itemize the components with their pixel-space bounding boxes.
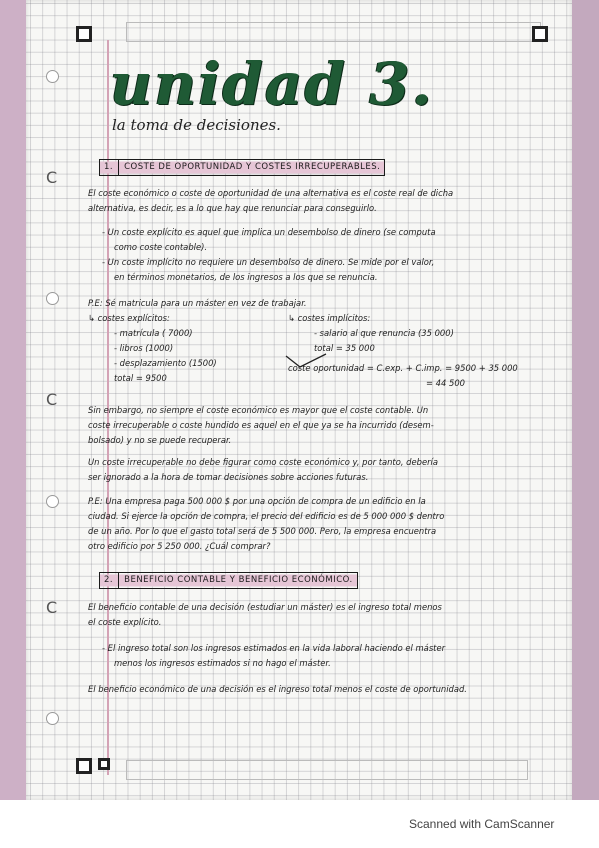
paragraph-line: El beneficio económico de una decisión es el ingreso total menos el coste de oportunidad. [88, 684, 467, 694]
paragraph-line: El beneficio contable de una decisión (estudiar un máster) es el ingreso total menos [88, 602, 442, 612]
section-number: 1. [104, 160, 119, 175]
section-title: COSTE DE OPORTUNIDAD Y COSTES IRRECUPERABLES. [124, 162, 381, 172]
opportunity-cost-result: = 44 500 [426, 378, 465, 388]
binder-hole [46, 712, 59, 725]
header-box [126, 22, 541, 42]
binder-right-edge [572, 0, 599, 800]
scan-corner-marker-bottom-left [76, 758, 92, 774]
opportunity-cost-line: coste oportunidad = C.exp. + C.imp. = 9500 + 35 000 [288, 363, 518, 373]
bullet-line: en términos monetarios, de los ingresos a los que se renuncia. [114, 272, 378, 282]
scan-corner-marker-bottom-small [98, 758, 110, 770]
binder-ring-icon: C [46, 598, 58, 617]
explicit-cost-item: - matrícula ( 7000) [114, 328, 193, 338]
paragraph-line: coste irrecuperable o coste hundido es aquel en el que ya se ha incurrido (desem- [88, 420, 434, 430]
paragraph-line: El coste económico o coste de oportunidad de una alternativa es el coste real de dicha [88, 188, 454, 198]
bullet-line: - Un coste implícito no requiere un desembolso de dinero. Se mide por el valor, [102, 257, 435, 267]
implicit-cost-item: - salario al que renuncia (35 000) [314, 328, 454, 338]
bullet-line: - El ingreso total son los ingresos estimados en la vida laboral haciendo el máster [102, 643, 446, 653]
example-line: ciudad. Si ejerce la opción de compra, el precio del edificio es de 5 000 000 $ dentro [88, 511, 445, 521]
scan-corner-marker-top-right [532, 26, 548, 42]
example-line: otro edificio por 5 250 000. ¿Cuál comprar? [88, 541, 271, 551]
section-number: 2. [104, 573, 119, 588]
paragraph-line: Un coste irrecuperable no debe figurar como coste económico y, por tanto, debería [88, 457, 439, 467]
binder-hole [46, 70, 59, 83]
bullet-line: menos los ingresos estimados si no hago el máster. [114, 658, 331, 668]
bullet-line: como coste contable). [114, 242, 208, 252]
paragraph-line: bolsado) y no se puede recuperar. [88, 435, 232, 445]
example-line: P.E: Una empresa paga 500 000 $ por una opción de compra de un edificio en la [88, 496, 426, 506]
example-line: P.E: Sé matricula para un máster en vez de trabajar. [88, 298, 307, 308]
notebook-page [26, 0, 572, 800]
binder-hole [46, 292, 59, 305]
scan-corner-marker-top-left [76, 26, 92, 42]
section-1-heading [99, 159, 385, 176]
paragraph-line: ser ignorado a la hora de tomar decisiones sobre acciones futuras. [88, 472, 369, 482]
implicit-costs-label: ↳ costes implícitos: [288, 313, 371, 323]
binder-hole [46, 495, 59, 508]
explicit-cost-item: - desplazamiento (1500) [114, 358, 217, 368]
bullet-line: - Un coste explícito es aquel que implica un desembolso de dinero (se computa [102, 227, 436, 237]
paragraph-line: alternativa, es decir, es a lo que hay que renunciar para conseguirlo. [88, 203, 377, 213]
section-title: BENEFICIO CONTABLE Y BENEFICIO ECONÓMICO. [124, 575, 353, 585]
explicit-cost-total: total = 9500 [114, 373, 167, 383]
binder-left-edge [0, 0, 26, 800]
scanner-watermark: Scanned with CamScanner [409, 817, 555, 831]
paragraph-line: el coste explícito. [88, 617, 162, 627]
explicit-cost-item: - libros (1000) [114, 343, 174, 353]
page-subtitle: la toma de decisiones. [112, 116, 281, 134]
page-title: unidad 3. [110, 50, 434, 118]
example-line: de un año. Por lo que el gasto total será de 5 500 000. Pero, la empresa encuentra [88, 526, 437, 536]
footer-box [126, 760, 528, 780]
binder-ring-icon: C [46, 168, 58, 187]
section-2-heading [99, 572, 358, 589]
explicit-costs-label: ↳ costes explícitos: [88, 313, 170, 323]
binder-ring-icon: C [46, 390, 58, 409]
implicit-cost-total: total = 35 000 [314, 343, 375, 353]
paragraph-line: Sin embargo, no siempre el coste económico es mayor que el coste contable. Un [88, 405, 429, 415]
